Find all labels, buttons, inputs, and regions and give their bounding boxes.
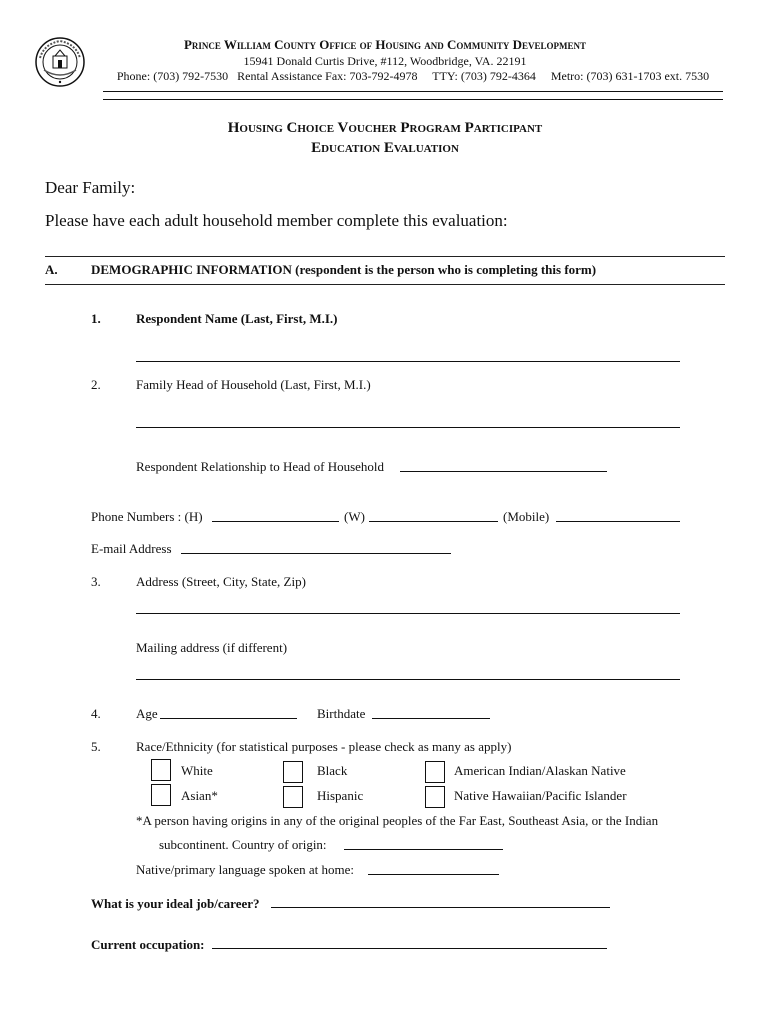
q2-number: 2. — [91, 377, 101, 392]
org-address: 15941 Donald Curtis Drive, #112, Woodbridge, VA. 22191 — [243, 54, 527, 68]
greeting: Dear Family: — [45, 178, 136, 197]
race-hispanic-label: Hispanic — [317, 788, 364, 803]
section-rule-top — [45, 256, 725, 257]
ideal-job-label: What is your ideal job/career? — [91, 896, 260, 911]
language-label: Native/primary language spoken at home: — [136, 862, 355, 877]
occupation-field[interactable] — [212, 948, 607, 949]
language-field[interactable] — [368, 874, 499, 875]
phone-work-label: (W) — [344, 509, 365, 524]
header-divider — [103, 91, 723, 92]
form-title-line1: Housing Choice Voucher Program Participant — [227, 120, 543, 136]
org-contacts: Phone: (703) 792-7530 Rental Assistance Fax: 703-792-4978 TTY: (703) 792-4364 Metro: (703) 631-1703 ext. 7530 — [116, 69, 710, 83]
head-of-household-field[interactable] — [136, 427, 680, 428]
race-nhpi-label: Native Hawaiian/Pacific Islander — [454, 788, 627, 803]
section-rule-bottom — [45, 284, 725, 285]
phone-mobile-label: (Mobile) — [503, 509, 550, 524]
form-title-line2: Education Evaluation — [311, 140, 459, 156]
race-black-checkbox[interactable] — [283, 761, 303, 783]
q5-number: 5. — [91, 739, 101, 754]
race-asian-checkbox[interactable] — [151, 784, 171, 806]
header-divider-2 — [103, 99, 723, 100]
birthdate-field[interactable] — [372, 718, 490, 719]
birthdate-label: Birthdate — [317, 706, 366, 721]
race-aian-checkbox[interactable] — [425, 761, 445, 783]
country-origin-label: subcontinent. Country of origin: — [159, 837, 327, 852]
address-field[interactable] — [136, 613, 680, 614]
race-white-checkbox[interactable] — [151, 759, 171, 781]
race-black-label: Black — [317, 763, 348, 778]
phone-home-label: Phone Numbers : (H) — [91, 509, 203, 524]
q3-label: Address (Street, City, State, Zip) — [136, 574, 306, 589]
asian-note: *A person having origins in any of the original peoples of the Far East, Southeast Asia, or the Indian — [136, 813, 659, 828]
section-heading: DEMOGRAPHIC INFORMATION (respondent is the person who is completing this form) — [91, 262, 597, 277]
email-label: E-mail Address — [91, 541, 172, 556]
ideal-job-field[interactable] — [271, 907, 610, 908]
instruction: Please have each adult household member complete this evaluation: — [45, 211, 508, 230]
phone-mobile-field[interactable] — [556, 521, 680, 522]
phone-work-field[interactable] — [369, 521, 498, 522]
q3-number: 3. — [91, 574, 101, 589]
race-aian-label: American Indian/Alaskan Native — [454, 763, 626, 778]
race-nhpi-checkbox[interactable] — [425, 786, 445, 808]
age-field[interactable] — [160, 718, 297, 719]
phone-home-field[interactable] — [212, 521, 339, 522]
relationship-field[interactable] — [400, 471, 607, 472]
mailing-label: Mailing address (if different) — [136, 640, 288, 655]
section-letter: A. — [45, 262, 58, 277]
email-field[interactable] — [181, 553, 451, 554]
relationship-label: Respondent Relationship to Head of Household — [136, 459, 385, 474]
mailing-address-field[interactable] — [136, 679, 680, 680]
q4-number: 4. — [91, 706, 101, 721]
country-origin-field[interactable] — [344, 849, 503, 850]
org-name: Prince William County Office of Housing and Community Development — [183, 37, 587, 52]
occupation-label: Current occupation: — [91, 937, 205, 952]
q1-number: 1. — [91, 311, 101, 326]
race-label: Race/Ethnicity (for statistical purposes - please check as many as apply) — [136, 739, 512, 754]
q1-label: Respondent Name (Last, First, M.I.) — [136, 311, 338, 326]
race-hispanic-checkbox[interactable] — [283, 786, 303, 808]
race-asian-label: Asian* — [181, 788, 218, 803]
respondent-name-field[interactable] — [136, 361, 680, 362]
age-label: Age — [136, 706, 158, 721]
race-white-label: White — [181, 763, 213, 778]
q2-label: Family Head of Household (Last, First, M.I.) — [136, 377, 371, 392]
